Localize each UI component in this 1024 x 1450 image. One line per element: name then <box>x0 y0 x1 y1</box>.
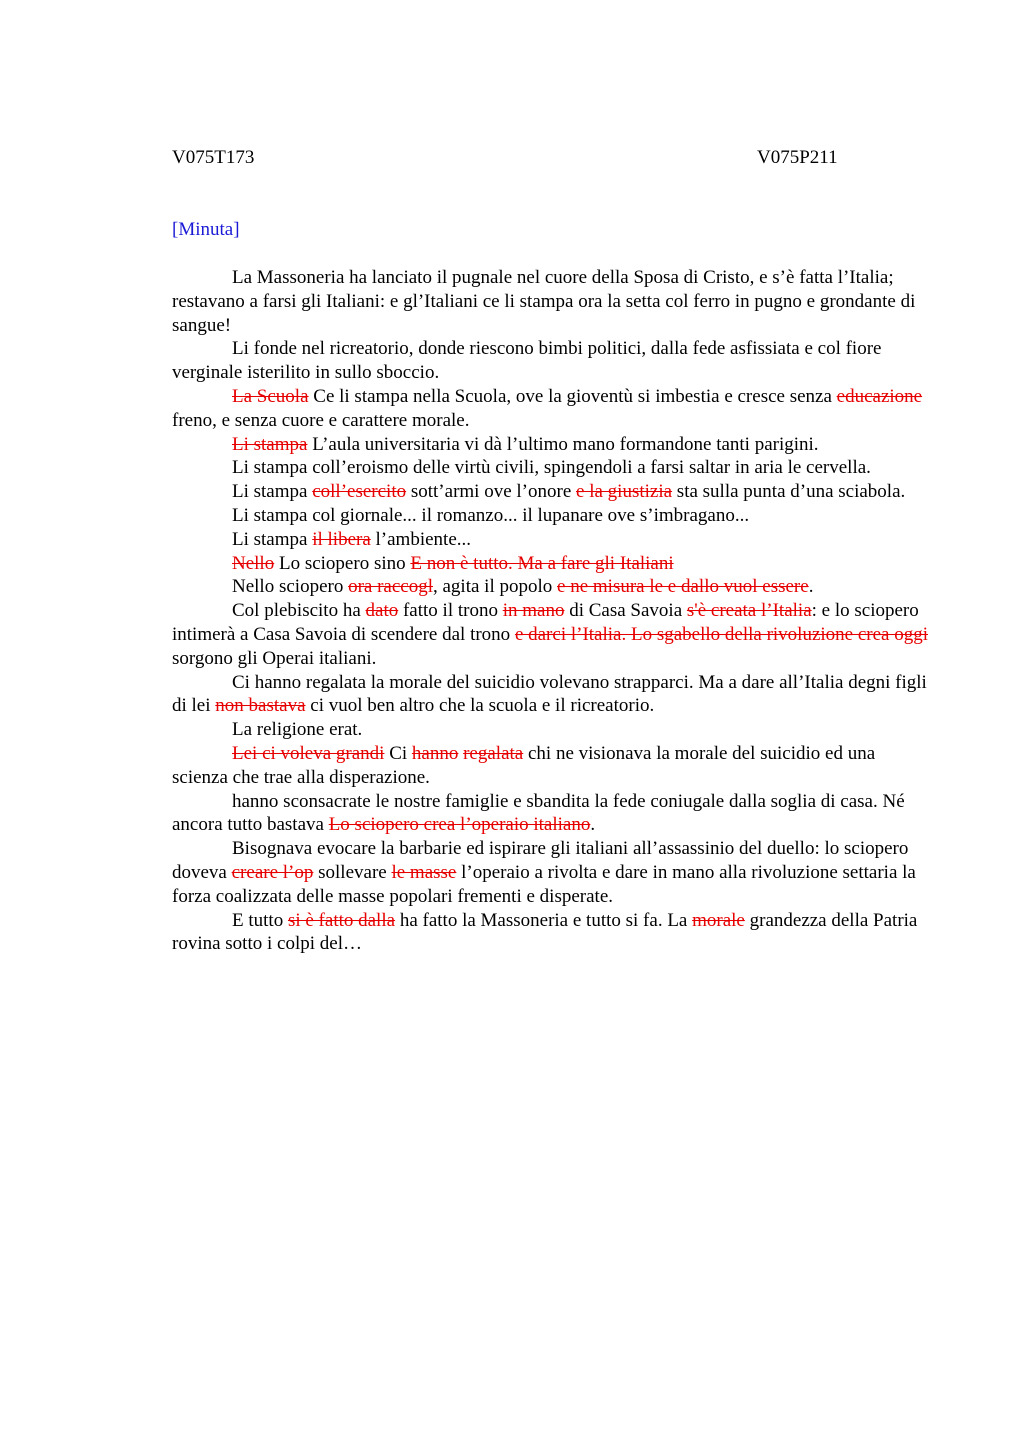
text-segment: Col plebiscito ha <box>232 600 366 622</box>
paragraph <box>172 718 932 742</box>
text-segment: Li stampa coll’eroismo delle virtù civili, spingendoli a farsi saltar in aria le cervella. <box>232 457 871 479</box>
paragraph <box>172 266 932 337</box>
paragraph <box>172 456 932 480</box>
deleted-text: si è fatto dalla <box>287 909 396 931</box>
text-segment: l’operaio a rivolta e dare in mano alla rivoluzione settaria la forza coalizzata delle masse popolari frementi e disperate. <box>172 861 916 907</box>
deleted-text: coll’esercito <box>312 481 407 503</box>
text-segment: E tutto <box>232 909 288 931</box>
text-segment: sorgono gli Operai italiani. <box>172 647 377 669</box>
text-segment: Ci <box>384 742 412 764</box>
paragraph <box>172 837 932 908</box>
paragraph <box>172 528 932 552</box>
text-segment: hanno sconsacrate le nostre famiglie e sbandita la fede coniugale dalla soglia di casa. Né ancora tutto bastava <box>172 790 905 836</box>
deleted-text: educazione <box>836 385 923 407</box>
paragraph <box>172 599 932 670</box>
deleted-text: Li stampa <box>232 433 308 455</box>
text-segment: Nello sciopero <box>232 576 349 598</box>
text-segment: freno, e senza cuore e carattere morale. <box>172 409 470 431</box>
manuscript-body <box>172 266 932 956</box>
paragraph <box>172 385 932 433</box>
text-segment: chi ne visionava la morale del suicidio ed una scienza che trae alla disperazione. <box>172 742 876 788</box>
deleted-text: morale <box>692 909 745 931</box>
text-segment: di Casa Savoia <box>564 600 687 622</box>
text-segment: grandezza della Patria rovina sotto i colpi del… <box>172 909 918 955</box>
text-segment: Lo sciopero sino <box>274 552 411 574</box>
deleted-text: non bastava <box>215 695 306 717</box>
document-reference-left: V075T173 <box>172 147 255 168</box>
text-segment: Li stampa <box>232 528 313 550</box>
text-segment: ci vuol ben altro che la scuola e il ricreatorio. <box>305 695 655 717</box>
text-segment: . <box>590 814 596 836</box>
text-segment: Ce li stampa nella Scuola, ove la gioventù si imbestia e cresce senza <box>308 385 837 407</box>
deleted-text: le masse <box>391 861 457 883</box>
deleted-text: dato <box>365 600 399 622</box>
deleted-text: Lo sciopero crea l’operaio italiano <box>328 814 591 836</box>
text-segment: . <box>808 576 814 598</box>
text-segment: La Massoneria ha lanciato il pugnale nel cuore della Sposa di Cristo, e s’è fatta l’Italia; restavano a farsi gli Italiani: e gl’Italiani ce li stampa ora la setta col ferro in pugno e grondante di sangue! <box>172 267 916 336</box>
paragraph <box>172 337 932 385</box>
text-segment: Ci hanno regalata la morale del suicidio volevano strapparci. Ma a dare all’Italia degni figli di lei <box>172 671 927 717</box>
text-segment: Li stampa <box>232 481 313 503</box>
deleted-text: Lei ci voleva grandi <box>232 742 385 764</box>
paragraph <box>172 742 932 790</box>
deleted-text: Nello <box>232 552 275 574</box>
text-segment: sta sulla punta d’una sciabola. <box>672 481 906 503</box>
paragraph <box>172 433 932 457</box>
deleted-text: e darci l’Italia. Lo sgabello della rivoluzione crea oggi <box>514 623 929 645</box>
text-segment: , agita il popolo <box>433 576 558 598</box>
deleted-text: creare l’op <box>231 861 314 883</box>
deleted-text: La Scuola <box>232 385 309 407</box>
text-segment: l’ambiente... <box>370 528 472 550</box>
text-segment: La religione erat. <box>232 719 363 741</box>
text-segment: L’aula universitaria vi dà l’ultimo mano formandone tanti parigini. <box>307 433 819 455</box>
deleted-text: il libera <box>312 528 371 550</box>
deleted-text: regalata <box>463 742 524 764</box>
deleted-text: hanno <box>411 742 459 764</box>
paragraph <box>172 480 932 504</box>
paragraph <box>172 909 932 957</box>
text-segment: sott’armi ove l’onore <box>406 481 577 503</box>
text-segment: Li fonde nel ricreatorio, donde riescono bimbi politici, dalla fede asfissiata e col fiore verginale isterilito in sullo sboccio. <box>172 338 882 384</box>
deleted-text: E non è tutto. Ma a fare gli Italiani <box>410 552 674 574</box>
paragraph <box>172 552 932 576</box>
text-segment: sollevare <box>313 861 392 883</box>
text-segment: ha fatto la Massoneria e tutto si fa. La <box>395 909 693 931</box>
paragraph <box>172 790 932 838</box>
paragraph <box>172 504 932 528</box>
text-segment: fatto il trono <box>398 600 503 622</box>
draft-label: [Minuta] <box>172 219 240 240</box>
document-reference-right: V075P211 <box>757 147 838 168</box>
deleted-text: e ne misura le e dallo vuol essere <box>557 576 809 598</box>
deleted-text: ora raccogl <box>348 576 433 598</box>
deleted-text: s'è creata l’Italia <box>686 600 812 622</box>
text-segment: Bisognava evocare la barbarie ed ispirare gli italiani all’assassinio del duello: lo sciopero doveva <box>172 838 909 883</box>
paragraph <box>172 671 932 719</box>
deleted-text: in mano <box>502 600 565 622</box>
text-segment: Li stampa col giornale... il romanzo... il lupanare ove s’imbragano... <box>232 504 750 526</box>
paragraph <box>172 575 932 599</box>
deleted-text: e la giustizia <box>576 481 673 503</box>
text-segment: : e lo sciopero intimerà a Casa Savoia di scendere dal trono <box>172 600 919 645</box>
